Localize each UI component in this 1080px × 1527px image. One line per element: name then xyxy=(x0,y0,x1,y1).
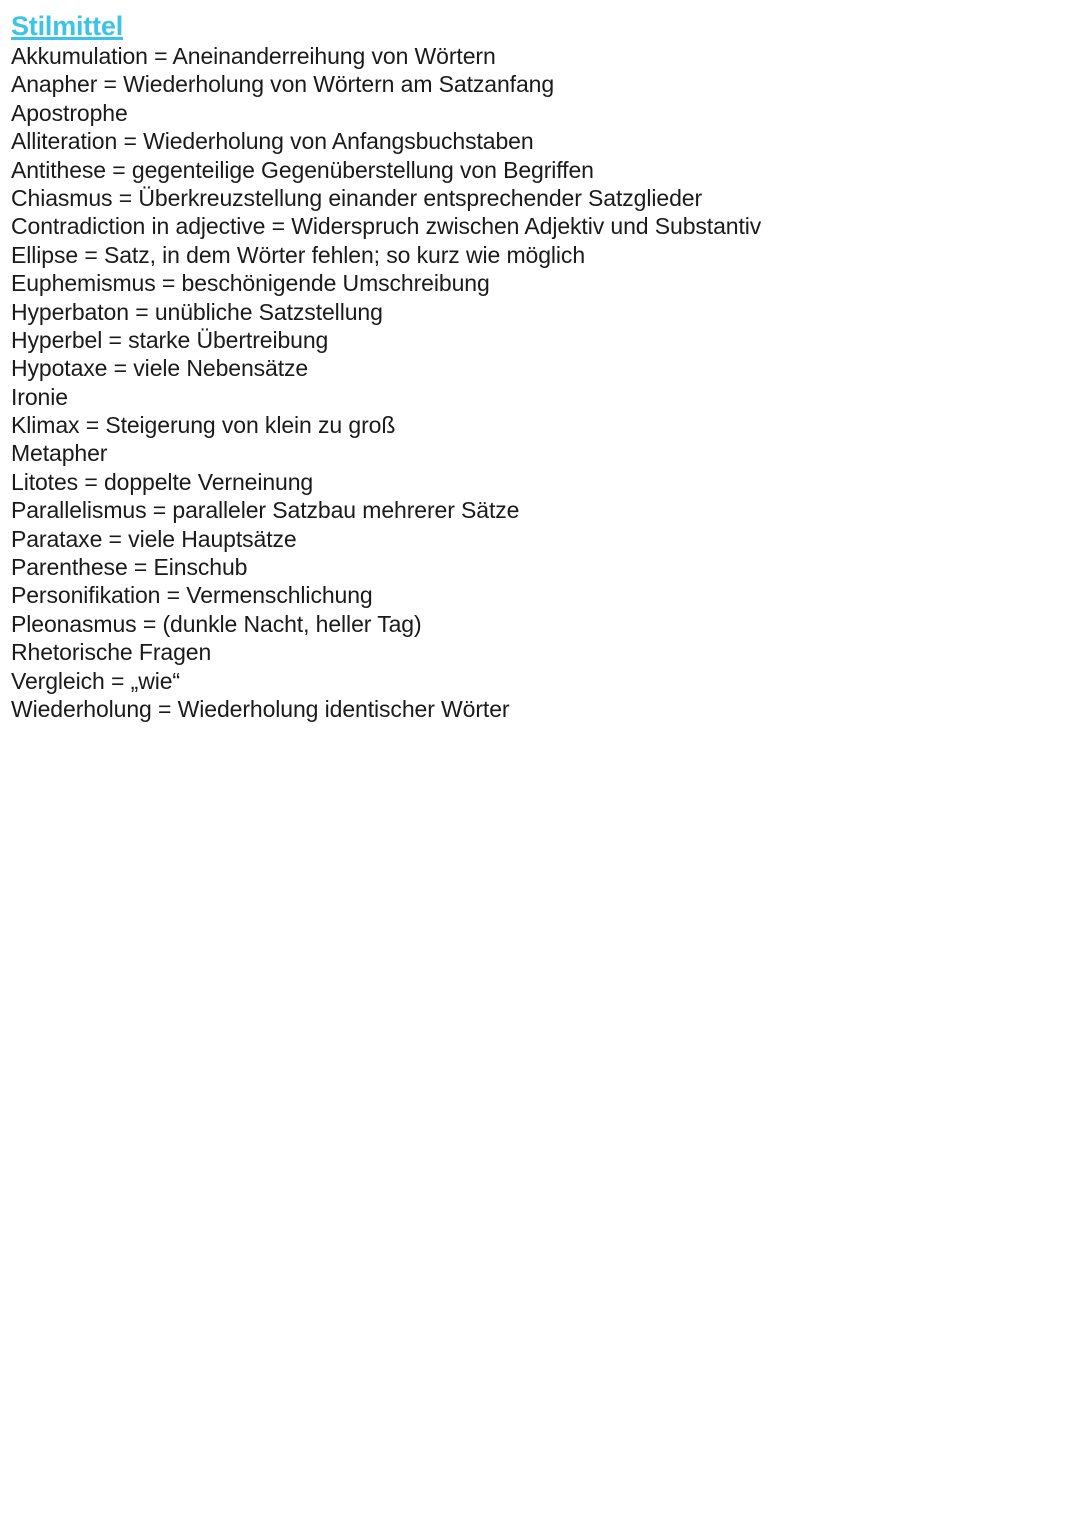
document-page xyxy=(11,10,1071,723)
list-item: Contradiction in adjective = Widerspruch zwischen Adjektiv und Substantiv xyxy=(11,213,762,240)
list-item: Hyperbel = starke Übertreibung xyxy=(11,326,329,353)
list-item: Hyperbaton = unübliche Satzstellung xyxy=(11,298,383,325)
page-title: Stilmittel xyxy=(11,11,124,41)
list-item: Klimax = Steigerung von klein zu groß xyxy=(11,412,396,439)
list-item: Parallelismus = paralleler Satzbau mehrerer Sätze xyxy=(11,497,520,524)
list-item: Pleonasmus = (dunkle Nacht, heller Tag) xyxy=(11,610,422,637)
list-item: Euphemismus = beschönigende Umschreibung xyxy=(11,270,490,297)
list-item: Personifikation = Vermenschlichung xyxy=(11,582,373,609)
list-item: Alliteration = Wiederholung von Anfangsbuchstaben xyxy=(11,128,534,155)
list-item: Antithese = gegenteilige Gegenüberstellung von Begriffen xyxy=(11,156,594,183)
list-item: Rhetorische Fragen xyxy=(11,639,212,666)
list-item: Apostrophe xyxy=(11,99,128,126)
list-item: Parenthese = Einschub xyxy=(11,554,248,581)
list-item: Hypotaxe = viele Nebensätze xyxy=(11,355,309,382)
stilmittel-list xyxy=(11,42,1071,723)
list-item: Ironie xyxy=(11,383,68,410)
list-item: Metapher xyxy=(11,440,108,467)
list-item: Wiederholung = Wiederholung identischer Wörter xyxy=(11,695,510,722)
list-item: Anapher = Wiederholung von Wörtern am Satzanfang xyxy=(11,71,555,98)
list-item: Parataxe = viele Hauptsätze xyxy=(11,525,297,552)
list-item: Litotes = doppelte Verneinung xyxy=(11,468,314,495)
list-item: Chiasmus = Überkreuzstellung einander entsprechender Satzglieder xyxy=(11,184,703,211)
list-item: Ellipse = Satz, in dem Wörter fehlen; so kurz wie möglich xyxy=(11,241,586,268)
list-item: Vergleich = „wie“ xyxy=(11,667,180,694)
list-item: Akkumulation = Aneinanderreihung von Wörtern xyxy=(11,43,496,69)
